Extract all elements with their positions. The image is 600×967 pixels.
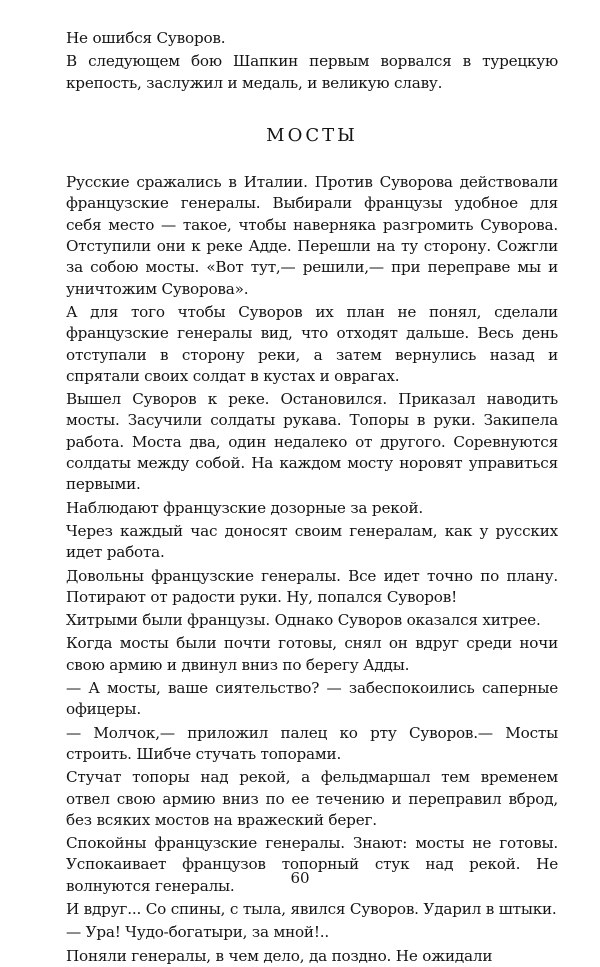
story-paragraph: Наблюдают французские дозорные за рекой. <box>66 498 424 517</box>
intro-paragraph: В следующем бою Шапкин первым ворвался в турецкую крепость, заслужил и медаль, и великую славу. <box>66 52 558 92</box>
intro-paragraph: Не ошибся Суворов. <box>66 29 226 47</box>
story-paragraph: И вдруг... Со спины, с тыла, явился Суворов. Ударил в штыки. <box>66 899 557 918</box>
story-paragraph: Через каждый час доносят своим генералам, как у русских идет работа. <box>66 521 558 562</box>
story-paragraph: Довольны французские генералы. Все идет точно по плану. Потирают от радости руки. Ну, попался Суворов! <box>66 566 558 606</box>
story-paragraph: Поняли генералы, в чем дело, да поздно. Не ожидали <box>66 946 493 965</box>
book-page <box>66 28 558 967</box>
story-paragraph: Спокойны французские генералы. Знают: мосты не готовы. Успокаивает французов топорный стук над рекой. Не волнуются генералы. <box>66 834 558 895</box>
chapter-title: МОСТЫ <box>266 124 358 146</box>
story-paragraph: Хитрыми были французы. Однако Суворов оказался хитрее. <box>66 611 541 630</box>
story-paragraph: Когда мосты были почти готовы, снял он вдруг среди ночи свою армию и двинул вниз по берегу Адды. <box>66 634 558 674</box>
story-paragraph: Вышел Суворов к реке. Остановился. Приказал наводить мосты. Засучили солдаты рукава. Топоры в руки. Закипела работа. Моста два, один недалеко от другого. Соревнуются солдаты между собой. На каждом мосту норовят управиться первыми. <box>66 390 558 494</box>
story-paragraph: — Молчок,— приложил палец ко рту Суворов.— Мосты строить. Шибче стучать топорами. <box>66 723 558 763</box>
story-paragraph: — Ура! Чудо-богатыри, за мной!.. <box>66 923 330 942</box>
story-paragraph: — А мосты, ваше сиятельство? — забеспокоились саперные офицеры. <box>66 679 558 719</box>
page-number: 60 <box>290 869 310 887</box>
story-paragraph: А для того чтобы Суворов их план не понял, сделали французские генералы вид, что отходят дальше. Весь день отступали в сторону реки, а затем вернулись назад и спрятали своих солдат в кустах и оврагах. <box>66 302 558 385</box>
story-paragraph: Русские сражались в Италии. Против Суворова действовали французские генералы. Выбирали французы удобное для себя место — такое, чтобы наверняка разгромить Суворова. Отступили они к реке Адде. Перешли на ту сторону. Сожгли за собою мосты. «Вот тут,— решили,— при переправе мы и уничтожим Суворова». <box>66 173 558 298</box>
story-paragraph: Стучат топоры над рекой, а фельдмаршал тем временем отвел свою армию вниз по ее течению и переправил вброд, без всяких мостов на вражеский берег. <box>66 768 558 829</box>
